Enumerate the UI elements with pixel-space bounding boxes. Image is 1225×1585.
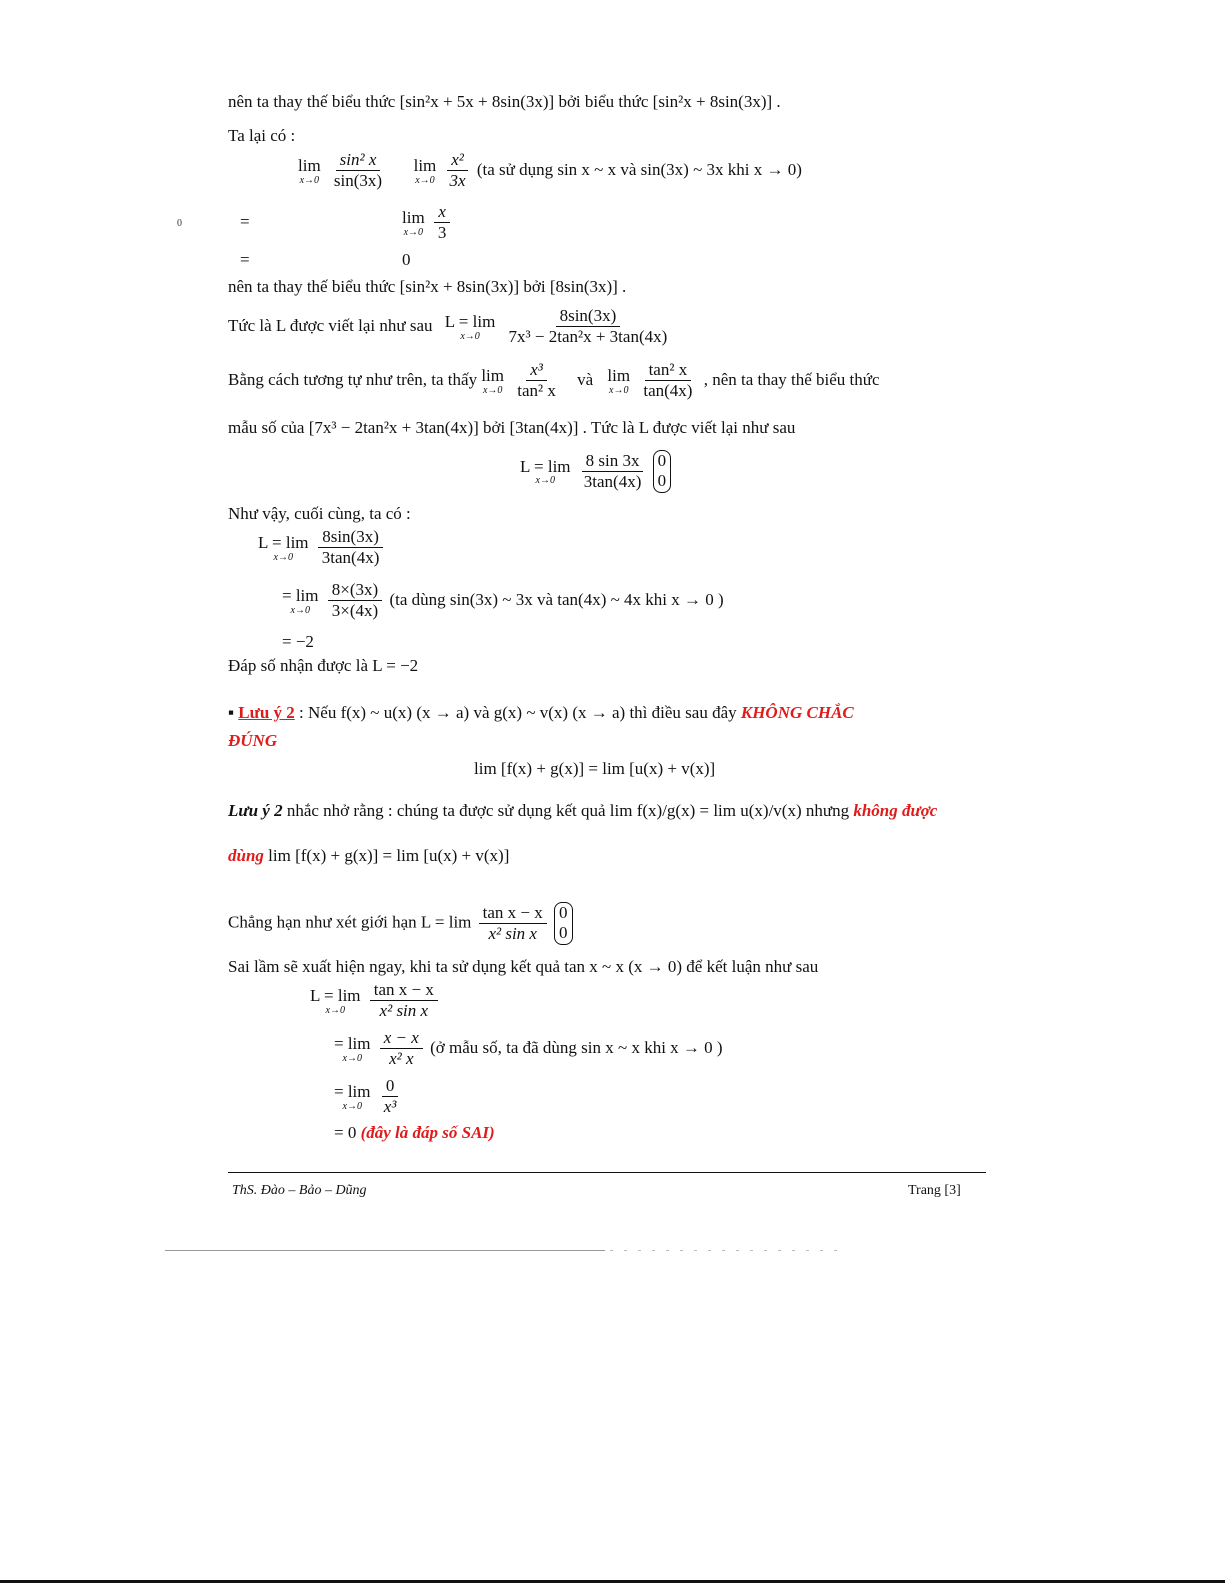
bottom-border	[0, 1580, 1225, 1583]
line-20: dùng lim [f(x) + g(x)] = lim [u(x) + v(x)]	[228, 846, 510, 865]
page-break-line	[165, 1250, 605, 1251]
line-23: L = lim x→0 $\frac{\text{tan x − x}}{\text{x² sin x}}$	[310, 980, 441, 1022]
footer-page-number: Trang [3]	[908, 1183, 961, 1198]
line-2: Ta lại có :	[228, 126, 296, 145]
line-16: ▪ Lưu ý 2 : Nếu f(x) ~ u(x) (x → a) và g(x) ~ v(x) (x → a) thì điều sau đây KHÔNG CHẮC	[228, 703, 854, 722]
line-3: lim x→0 $\frac{\text{sin² x}}{\sin(3x)}$ lim x→0 $\frac{\text{x²}}{3x}$ (ta sử dụng sin x ~ x và sin(3x) ~ 3x khi x → 0)	[298, 150, 802, 191]
line-25: = lim x→0 $\frac{0}{\text{x³}}$	[334, 1076, 397, 1117]
line-11: Như vậy, cuối cùng, ta có :	[228, 504, 411, 523]
line-19: Lưu ý 2 nhắc nhở rằng : chúng ta được sử dụng kết quả lim f(x)/g(x) = lim u(x)/v(x) nhưng không được	[228, 801, 938, 820]
line-15: Đáp số nhận được là L = −2	[228, 656, 419, 675]
page-break-dots	[610, 1250, 840, 1251]
margin-mark: 0	[177, 218, 182, 229]
line-1: nên ta thay thế biểu thức [sin²x + 5x + 8sin(3x)] bởi biểu thức [sin²x + 8sin(3x)] .	[228, 92, 781, 111]
line-7: Tức là L được viết lại như sau L = lim x→0 $\frac{8\sin(3x)}{\text{7x³ − 2tan²x + 3tan(4x)}}$	[228, 306, 668, 347]
line-12: L = lim x→0 $\frac{8\sin(3x)}{3\tan(4x)}$	[258, 527, 386, 569]
line-5-val: 0	[402, 250, 411, 269]
line-21: Chẳng hạn như xét giới hạn L = lim $\frac{\text{tan x − x}}{\text{x² sin x}}$ 0 0	[228, 902, 573, 945]
footer-rule	[228, 1172, 986, 1173]
line-10: L = lim x→0 $\frac{8 \sin 3x}{3\tan(4x)}$ 0 0	[520, 450, 671, 493]
line-24: = lim x→0 $\frac{x - x}{\text{x² x}}$ (ở mẫu số, ta đã dùng sin x ~ x khi x → 0 )	[334, 1028, 723, 1069]
line-18: lim [f(x) + g(x)] = lim [u(x) + v(x)]	[474, 759, 716, 778]
line-9: mẫu số của [7x³ − 2tan²x + 3tan(4x)] bởi [3tan(4x)] . Tức là L được viết lại như sau	[228, 418, 796, 437]
line-14: = −2	[282, 632, 314, 651]
line-5-eq: =	[240, 250, 250, 269]
line-13: = lim x→0 $\frac{8\times(3x)}{3\times(4x)}$ (ta dùng sin(3x) ~ 3x và tan(4x) ~ 4x khi x → 0 )	[282, 580, 724, 621]
line-6: nên ta thay thế biểu thức [sin²x + 8sin(3x)] bởi [8sin(3x)] .	[228, 277, 627, 296]
line-4-eq: =	[240, 212, 250, 231]
line-17: ĐÚNG	[228, 731, 278, 750]
line-8: Bằng cách tương tự như trên, ta thấy lim x→0 $\frac{\text{x³}}{\text{tan² x}}$ và lim x→0 $\frac{\text{tan² x}}{\tan(4x)}$ , nên ta thay thế biểu thức	[228, 360, 880, 401]
line-4: lim x→0 $\frac{x}{3}$	[402, 202, 453, 244]
line-26: = 0 (đây là đáp số SAI)	[334, 1123, 495, 1142]
line-22: Sai lầm sẽ xuất hiện ngay, khi ta sử dụng kết quả tan x ~ x (x → 0) để kết luận như sau	[228, 957, 819, 976]
footer-author: ThS. Đào – Bảo – Dũng	[232, 1183, 367, 1198]
